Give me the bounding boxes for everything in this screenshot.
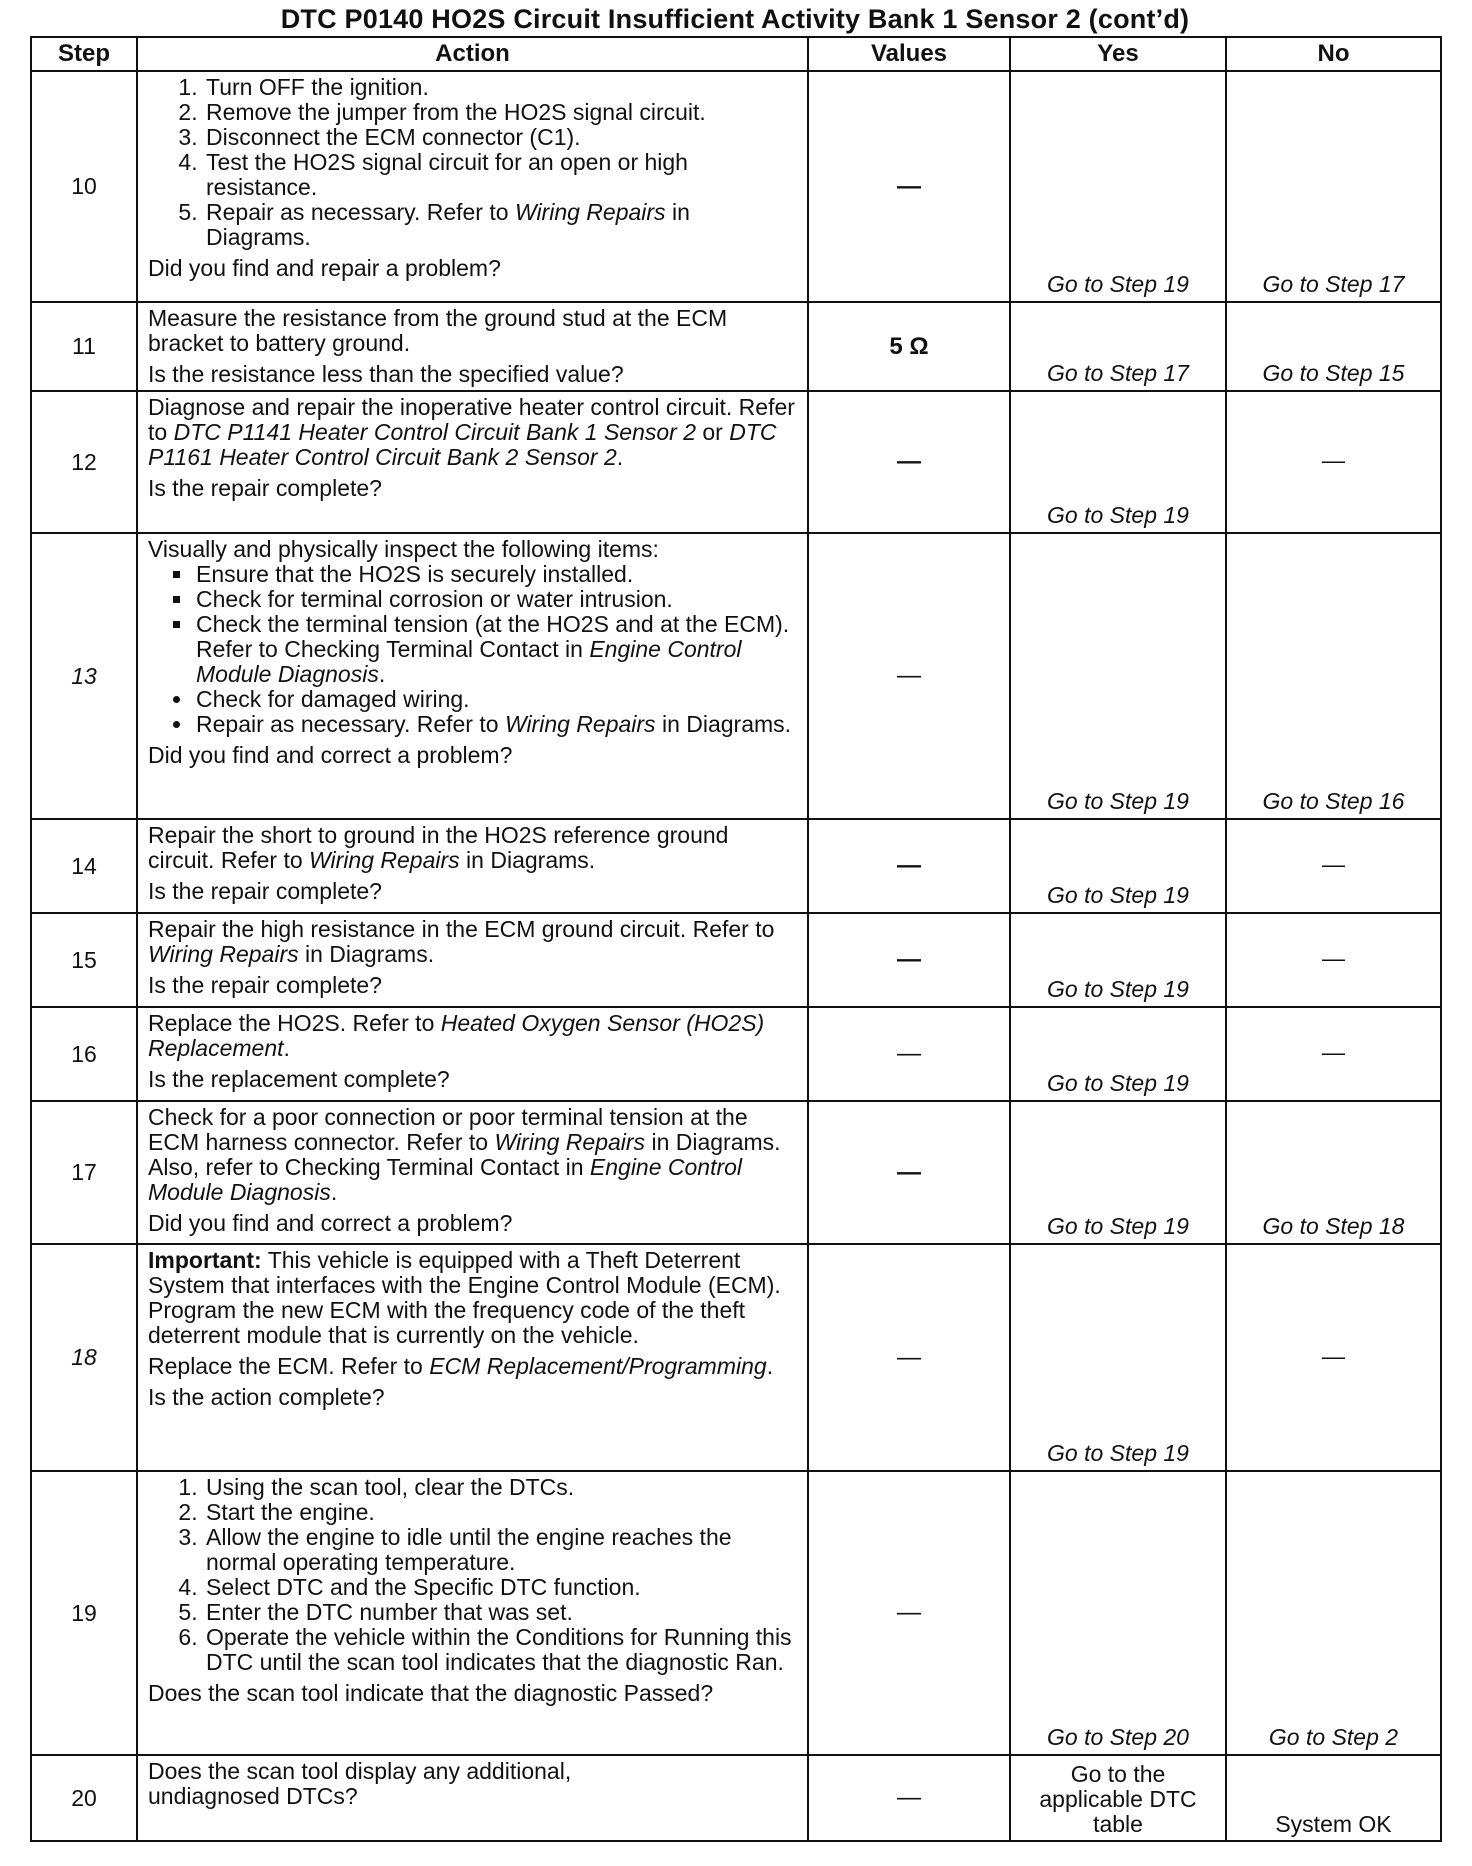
important-notice [148,1248,799,1348]
table-row-step-14 [31,819,1441,913]
header-no: No [1226,37,1441,71]
action-cell [137,533,808,819]
list-item: 4. Test the HO2S signal circuit for an open or high resistance. [204,150,799,200]
list-item: 6. Operate the vehicle within the Conditions for Running this DTC until the scan tool indicates that the diagnostic Ran. [204,1625,799,1675]
step-number: 15 [31,913,137,1007]
action-text [148,1011,799,1061]
list-item: 1. Using the scan tool, clear the DTCs. [204,1475,799,1500]
question-text: Does the scan tool display any additional, undiagnosed DTCs? [148,1758,572,1809]
text: Repair the high resistance in the ECM ground circuit. Refer to [148,916,775,942]
list-item: 3. Allow the engine to idle until the engine reaches the normal operating temperature. [204,1525,799,1575]
table-row-step-10 [31,71,1441,302]
header-step: Step [31,37,137,71]
step-number: 10 [31,71,137,302]
step-number: 13 [31,533,137,819]
no-cell: System OK [1226,1755,1441,1841]
question-text: Did you find and correct a problem? [148,1210,513,1236]
question-text: Is the repair complete? [148,972,382,998]
text: in Diagrams. [655,711,792,737]
text: in Diagrams. [206,199,690,250]
reference-link-text: Wiring Repairs [494,1129,646,1155]
step-number: 18 [31,1244,137,1471]
no-cell: Go to Step 18 [1226,1101,1441,1244]
step-number: 19 [31,1471,137,1755]
action-steps-list [148,1475,799,1675]
yes-cell: Go to Step 19 [1010,819,1226,913]
no-cell: — [1226,1244,1441,1471]
step-number: 14 [31,819,137,913]
values-cell: 5 Ω [808,302,1010,391]
text: Replace the ECM. Refer to [148,1353,430,1379]
list-item: 3. Disconnect the ECM connector (C1). [204,125,799,150]
action-cell [137,391,808,533]
reference-link-text: DTC P1161 Heater Control Circuit Bank 2 Sensor 2 [148,419,777,470]
step-number: 12 [31,391,137,533]
action-cell [137,1471,808,1755]
yes-cell: Go to Step 19 [1010,1101,1226,1244]
reference-link-text: DTC P1141 Heater Control Circuit Bank 1 Sensor 2 [173,419,696,445]
no-cell: — [1226,913,1441,1007]
list-item: 1. Turn OFF the ignition. [204,75,799,100]
text: in Diagrams. [459,847,596,873]
list-item [204,200,799,250]
yes-cell: Go to Step 19 [1010,391,1226,533]
question-text: Does the scan tool indicate that the diagnostic Passed? [148,1680,714,1706]
values-cell: — [808,1755,1010,1841]
action-text: Measure the resistance from the ground stud at the ECM bracket to battery ground. [148,305,728,356]
yes-cell: Go to Step 19 [1010,1244,1226,1471]
text: . [616,444,624,470]
values-cell: — [808,1244,1010,1471]
no-cell: — [1226,391,1441,533]
no-cell: — [1226,1007,1441,1101]
text: in Diagrams. [298,941,435,967]
step-number: 11 [31,302,137,391]
values-cell: — [808,1471,1010,1755]
action-intro: Visually and physically inspect the following items: [148,536,659,562]
action-cell [137,1244,808,1471]
step-number: 20 [31,1755,137,1841]
reference-link-text: Wiring Repairs [514,199,666,225]
step-number: 17 [31,1101,137,1244]
action-cell [137,819,808,913]
question-text: Is the replacement complete? [148,1066,450,1092]
list-item: 2. Start the engine. [204,1500,799,1525]
text: . [283,1035,290,1061]
no-cell: — [1226,819,1441,913]
reference-link-text: Wiring Repairs [504,711,656,737]
yes-cell: Go to Step 19 [1010,1007,1226,1101]
text: Repair as necessary. Refer to [206,199,515,225]
reference-link-text: ECM Replacement/Programming [429,1353,767,1379]
list-item: 2. Remove the jumper from the HO2S signal circuit. [204,100,799,125]
reference-link-text: Wiring Repairs [309,847,460,873]
action-text [148,1354,799,1379]
action-text [148,395,799,470]
action-steps-list [148,75,799,250]
header-yes: Yes [1010,37,1226,71]
yes-cell: Go to Step 19 [1010,71,1226,302]
action-cell [137,302,808,391]
reference-link-text: Engine Control Module Diagnosis [196,636,742,687]
reference-link-text: Heated Oxygen Sensor (HO2S) Replacement [148,1010,765,1061]
text: or [696,419,730,445]
table-row-step-19 [31,1471,1441,1755]
list-item: 4. Select DTC and the Specific DTC function. [204,1575,799,1600]
no-cell: Go to Step 15 [1226,302,1441,391]
table-row-step-20 [31,1755,1441,1841]
text: . [330,1179,338,1205]
values-cell: — [808,913,1010,1007]
text: . [378,661,386,687]
important-label: Important: [148,1247,262,1273]
values-cell: — [808,1007,1010,1101]
question-text: Is the repair complete? [148,878,382,904]
question-text: Is the action complete? [148,1384,385,1410]
table-row-step-15 [31,913,1441,1007]
text: Repair as necessary. Refer to [196,711,505,737]
header-action: Action [137,37,808,71]
yes-cell: Go to Step 17 [1010,302,1226,391]
text: . [766,1353,774,1379]
text: Repair the short to ground in the HO2S reference ground circuit. Refer to [148,822,729,873]
question-text: Did you find and repair a problem? [148,255,501,281]
list-item: • Check for damaged wiring. [194,687,799,712]
page-title: DTC P0140 HO2S Circuit Insufficient Activity Bank 1 Sensor 2 (cont’d) [280,4,1190,34]
yes-cell: Go to Step 19 [1010,913,1226,1007]
table-row-step-16 [31,1007,1441,1101]
reference-link-text: Engine Control Module Diagnosis [148,1154,743,1205]
step-number: 16 [31,1007,137,1101]
table-row-step-12 [31,391,1441,533]
table-row-step-11 [31,302,1441,391]
text: Check for a poor connection or poor terminal tension at the ECM harness connector. Refer to [148,1104,748,1155]
diagnostic-table [30,36,1442,1842]
page [24,0,1446,1842]
no-cell: Go to Step 17 [1226,71,1441,302]
values-cell: — [808,71,1010,302]
text: Check the terminal tension (at the HO2S and at the ECM). Refer to Checking Terminal Contact in [196,611,790,662]
list-item: ▪ Check for terminal corrosion or water intrusion. [194,587,799,612]
values-cell: — [808,819,1010,913]
action-cell [137,913,808,1007]
yes-cell: Go to Step 20 [1010,1471,1226,1755]
table-row-step-18 [31,1244,1441,1471]
text: This vehicle is equipped with a Theft Deterrent System that interfaces with the Engine Control Module (ECM). Program the new ECM with the frequency code of the theft deterrent module that is currently on the vehicle. [148,1247,781,1348]
action-text [148,1105,799,1205]
no-cell: Go to Step 16 [1226,533,1441,819]
inspection-list [148,562,799,737]
yes-cell: Go to the applicable DTC table [1010,1755,1226,1841]
action-cell [137,71,808,302]
list-item: ▪ Ensure that the HO2S is securely installed. [194,562,799,587]
question-text: Did you find and correct a problem? [148,742,513,768]
action-cell [137,1101,808,1244]
action-cell [137,1755,808,1841]
question-text: Is the repair complete? [148,475,382,501]
values-cell: — [808,533,1010,819]
action-text [148,823,799,873]
table-row-step-13 [31,533,1441,819]
table-header-row [31,37,1441,71]
question-text: Is the resistance less than the specified value? [148,361,624,387]
yes-cell: Go to Step 19 [1010,533,1226,819]
text: in Diagrams. Also, refer to Checking Terminal Contact in [148,1129,781,1180]
list-item [194,612,799,687]
action-text [148,917,799,967]
action-cell [137,1007,808,1101]
values-cell: — [808,1101,1010,1244]
list-item [194,712,799,737]
list-item: 5. Enter the DTC number that was set. [204,1600,799,1625]
text: Diagnose and repair the inoperative heater control circuit. Refer to [148,394,795,445]
values-cell: — [808,391,1010,533]
reference-link-text: Wiring Repairs [148,941,299,967]
header-values: Values [808,37,1010,71]
text: Replace the HO2S. Refer to [148,1010,441,1036]
no-cell: Go to Step 2 [1226,1471,1441,1755]
table-row-step-17 [31,1101,1441,1244]
